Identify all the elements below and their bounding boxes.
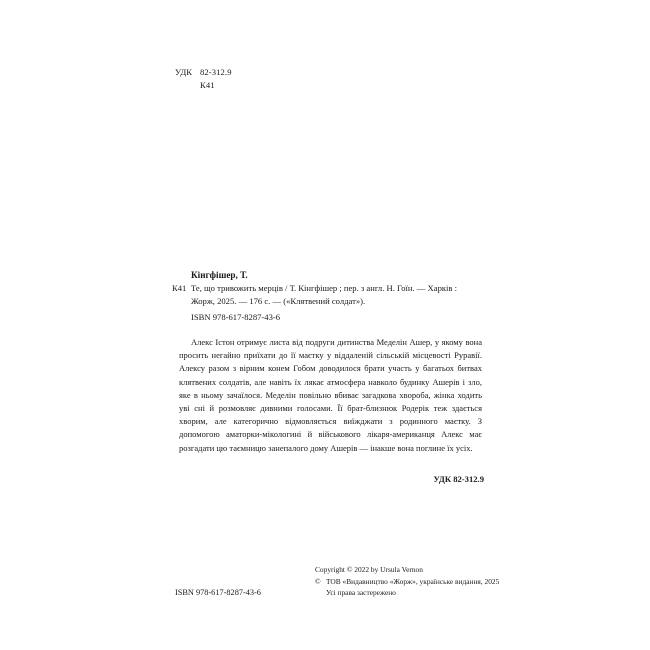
catalog-description-line-1: Те, що тривожить мерців / Т. Кінгфішер ; пер. з англ. Н. Гоїн. — Харків : — [191, 283, 458, 293]
catalog-annotation: Алекс Істон отримує листа від подруги дитинства Меделін Ашер, у якому вона просить негайно приїхати до її маєтку у віддаленій сільській місцевості Руравії. Алексу разом з вірним конем Гобом доводилося брати участь у багатьох битвах клятвених солдатів, але навіть їх лякає атмосфера навколо будинку Ашерів і зло, яке в ньому зачаїлося. Меделін повільно вбиває загадкова хвороба, жінка ходить уві сні й розмовляє дивними голосами. Її брат-близнюк Родерік теж здається хворим, але категорично відмовляється виїжджати з родинного маєтку. З допомогою аматорки-мікологині й військового лікаря-американця Алекс має розгадати цю таємницю занепалого дому Ашерів — інакше вона поглине їх усіх. — [179, 337, 482, 453]
copyright-block — [315, 564, 499, 599]
catalog-isbn: ISBN 978-617-8287-43-6 — [191, 312, 281, 322]
udk-code: 82-312.9 — [200, 67, 232, 77]
copyright-publisher: ТОВ «Видавництво «Жорж», українське видання, 2025 — [326, 576, 500, 586]
catalog-udk-bottom: УДК 82-312.9 — [433, 473, 484, 484]
footer-isbn: ISBN 978-617-8287-43-6 — [175, 588, 261, 597]
udk-header-cutter: К41 — [200, 80, 215, 90]
catalog-cutter: К41 — [172, 283, 187, 293]
catalog-description-line-2: Жорж, 2025. — 176 с. — («Клятвений солдат»). — [191, 296, 366, 306]
copyright-line-3: Усі права застережено — [326, 588, 396, 597]
udk-label: УДК — [175, 67, 193, 77]
udk-header-block — [175, 66, 232, 92]
copyright-line-2 — [315, 576, 499, 588]
copyright-symbol: © — [315, 576, 321, 586]
udk-header-row — [175, 66, 232, 79]
copyright-line-1: Copyright © 2022 by Ursula Vernon — [315, 565, 423, 574]
catalog-record — [172, 269, 484, 486]
catalog-author: Кінгфішер, Т. — [191, 270, 248, 280]
